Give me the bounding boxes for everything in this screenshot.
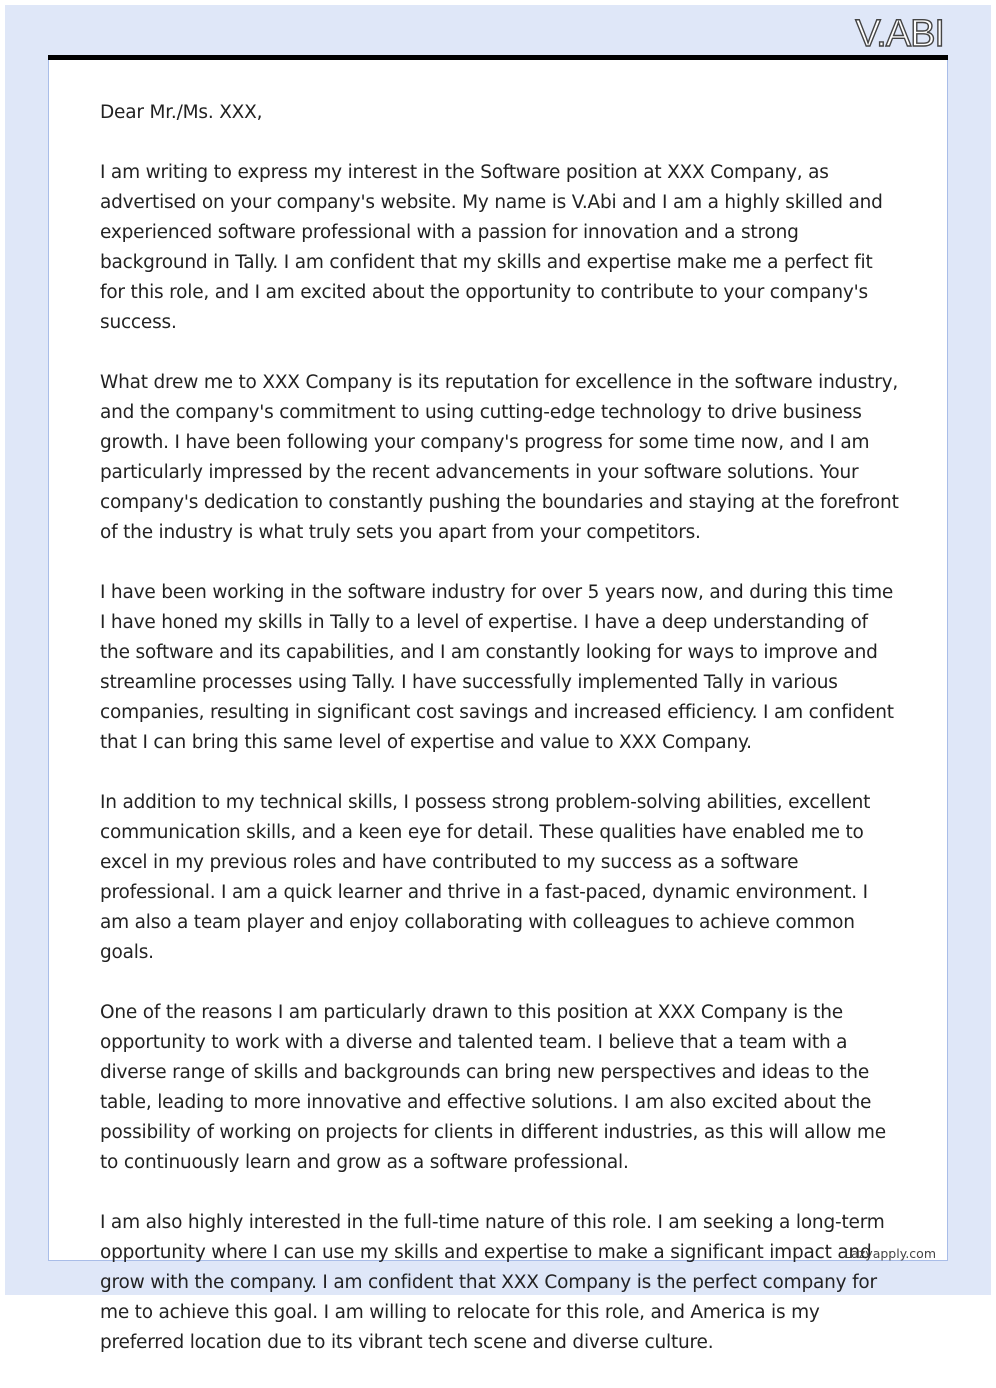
brand-logo: V.ABI: [855, 13, 944, 55]
letter-paragraph: In addition to my technical skills, I possess strong problem-solving abilities, excellent communication skills, and a keen eye for detail. These qualities have enabled me to excel in my previous roles and have contributed to my success as a software professional. I am a quick learner and thrive in a fast-paced, dynamic environment. I am also a team player and enjoy collaborating with colleagues to achieve common goals.: [100, 792, 871, 963]
lazyapply-link[interactable]: Lazyapply.com: [844, 1246, 936, 1261]
letter-paragraph: I am also highly interested in the full-time nature of this role. I am seeking a long-term opportunity where I can use my skills and expertise to make a significant impact and grow with the company. I am confident that XXX Company is the perfect company for me to achieve this goal. I am willing to relocate for this role, and America is my preferred location due to its vibrant tech scene and diverse culture.: [100, 1212, 885, 1353]
letter-paragraph: What drew me to XXX Company is its reputation for excellence in the software industry, and the company's commitment to using cutting-edge technology to drive business growth. I have been following your company's progress for some time now, and I am particularly impressed by the recent advancements in your software solutions. Your company's dedication to constantly pushing the boundaries and staying at the forefront of the industry is what truly sets you apart from your competitors.: [100, 372, 899, 543]
letter-paragraph: One of the reasons I am particularly drawn to this position at XXX Company is the opportunity to work with a diverse and talented team. I believe that a team with a diverse range of skills and backgrounds can bring new perspectives and ideas to the table, leading to more innovative and effective solutions. I am also excited about the possibility of working on projects for clients in different industries, as this will allow me to continuously learn and grow as a software professional.: [100, 1002, 886, 1173]
letter-paragraph: I have been working in the software industry for over 5 years now, and during this time I have honed my skills in Tally to a level of expertise. I have a deep understanding of the software and its capabilities, and I am constantly looking for ways to improve and streamline processes using Tally. I have successfully implemented Tally in various companies, resulting in significant cost savings and increased efficiency. I am confident that I can bring this same level of expertise and value to XXX Company.: [100, 582, 894, 753]
letter-greeting: Dear Mr./Ms. XXX,: [100, 102, 263, 123]
letter-paragraph: I am writing to express my interest in the Software position at XXX Company, as advertised on your company's website. My name is V.Abi and I am a highly skilled and experienced software professional with a passion for innovation and a strong background in Tally. I am confident that my skills and expertise make me a perfect fit for this role, and I am excited about the opportunity to contribute to your company's success.: [100, 162, 883, 333]
cover-letter-body: [100, 98, 900, 1388]
